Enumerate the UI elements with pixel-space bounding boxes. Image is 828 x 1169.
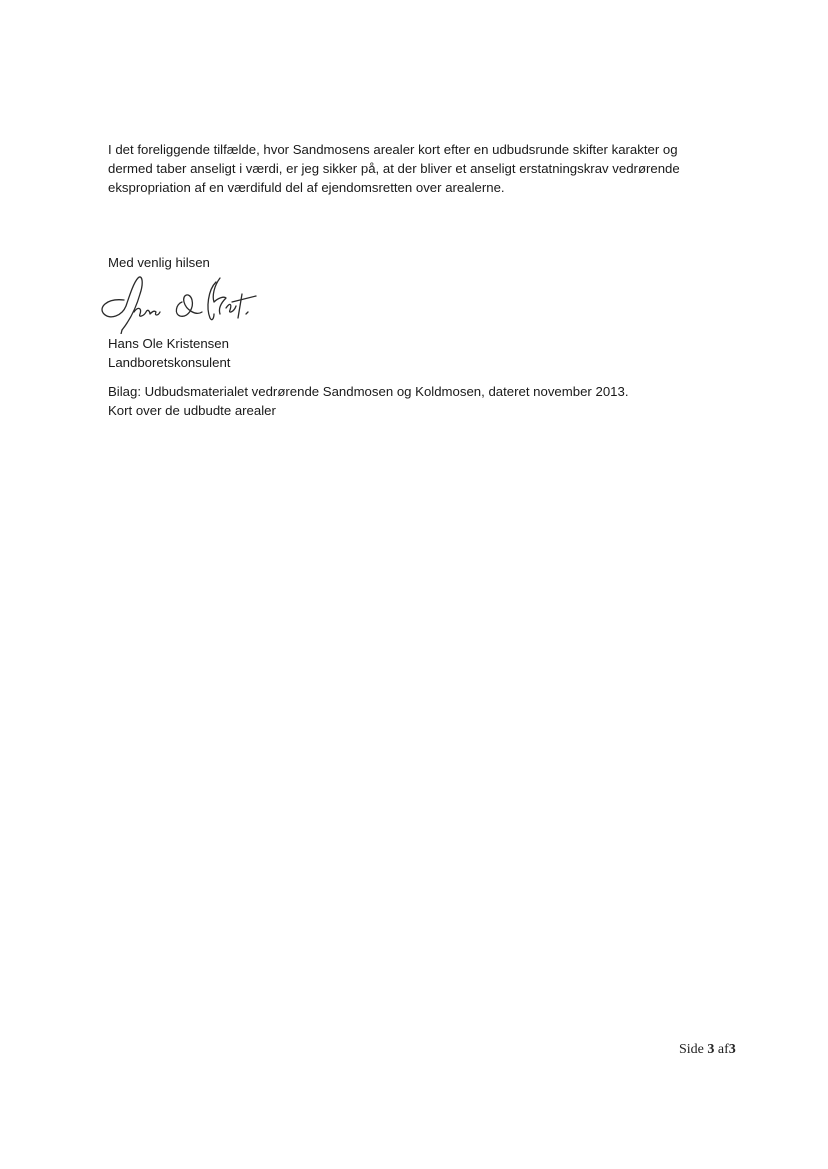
attachments-block — [108, 382, 628, 420]
page-current: 3 — [707, 1042, 715, 1057]
attachment-line: Bilag: Udbudsmaterialet vedrørende Sandmosen og Koldmosen, dateret november 2013. — [108, 384, 629, 399]
page-number — [679, 1042, 736, 1058]
paragraph-line: ekspropriation af en værdifuld del af ejendomsretten over arealerne. — [108, 180, 505, 195]
page-total: 3 — [728, 1042, 736, 1057]
signer-block — [108, 334, 230, 372]
closing-salutation: Med venlig hilsen — [108, 255, 210, 270]
page-label: Side — [679, 1042, 704, 1057]
page-sep: af — [717, 1042, 729, 1057]
signer-name: Hans Ole Kristensen — [108, 336, 229, 351]
handwritten-signature — [96, 268, 266, 334]
body-paragraph — [108, 140, 738, 197]
paragraph-line: I det foreliggende tilfælde, hvor Sandmosens arealer kort efter en udbudsrunde skifter karakter og — [108, 142, 678, 157]
paragraph-line: dermed taber anseligt i værdi, er jeg sikker på, at der bliver et anseligt erstatningskrav vedrørende — [108, 161, 680, 176]
attachment-line: Kort over de udbudte arealer — [108, 403, 276, 418]
signer-title: Landboretskonsulent — [108, 355, 231, 370]
